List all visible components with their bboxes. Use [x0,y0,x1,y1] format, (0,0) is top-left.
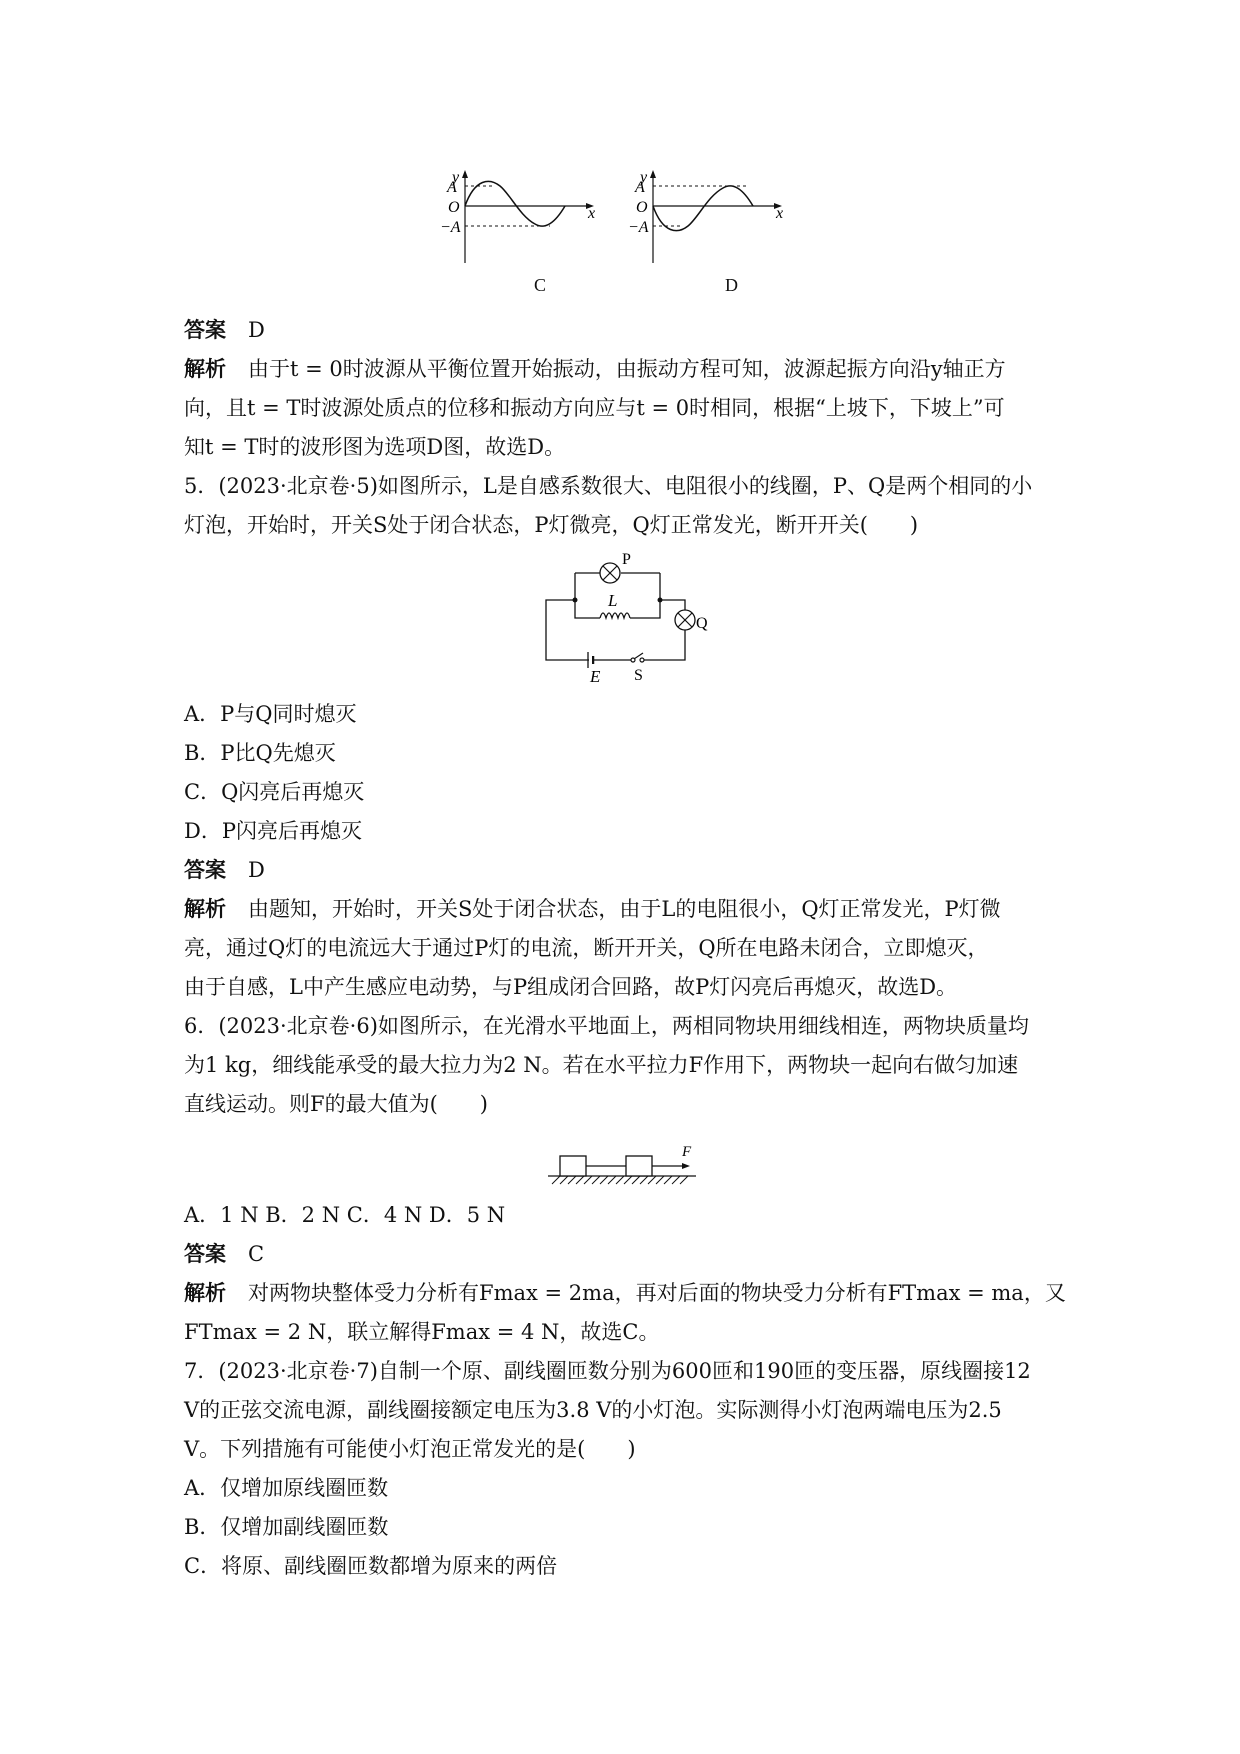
analysis-text: 由于t = 0时波源从平衡位置开始振动，由振动方程可知，波源起振方向沿y轴正方 [248,357,1006,381]
label-A: A [635,179,645,196]
q4-answer [184,315,265,345]
q7-option-c: C．将原、副线圈匝数都增为原来的两倍 [184,1554,558,1578]
circuit-figure [530,548,730,686]
q7-option-b: B．仅增加副线圈匝数 [184,1515,389,1539]
q4-analysis-line-1 [184,354,1006,384]
label-O: O [448,199,460,216]
q6-options: A．1 N B．2 N C．4 N D．5 N [184,1203,506,1227]
answer-value: D [248,858,265,882]
axis-y-label: y [640,169,648,186]
q5-analysis-line-2: 亮，通过Q灯的电流远大于通过P灯的电流，断开开关，Q所在电路未闭合，立即熄灭， [184,936,989,960]
block-right [626,1156,652,1176]
caption-d: D [725,275,738,295]
analysis-label: 解析 [184,897,226,921]
label-O: O [636,199,648,216]
q5-analysis-line-1 [184,894,1001,924]
answer-value: D [248,318,265,342]
q4-analysis-line-3: 知t = T时的波形图为选项D图，故选D。 [184,435,566,459]
label-s: S [634,667,643,684]
force-arrow-icon [682,1163,690,1169]
label-f: F [682,1144,692,1160]
axis-x-label: x [588,205,596,222]
q6-stem-line-2: 为1 kg，细线能承受的最大拉力为2 N。若在水平拉力F作用下，两物块一起向右做匀加速 [184,1053,1019,1077]
q7-stem-line-1: 7．(2023·北京卷·7)自制一个原、副线圈匝数分别为600匝和190匝的变压器，原线圈接12 [184,1359,1031,1383]
answer-label: 答案 [184,1242,226,1266]
label-A: A [447,179,457,196]
label-e: E [590,667,601,686]
axis-x-label: x [776,205,784,222]
answer-label: 答案 [184,858,226,882]
q5-stem-line-1: 5．(2023·北京卷·5)如图所示，L是自感系数很大、电阻很小的线圈，P、Q是两个相同的小 [184,474,1033,498]
label-negA: −A [440,219,461,236]
label-negA: −A [628,219,649,236]
blocks-figure [548,1140,698,1188]
wave-figure-d [628,168,798,268]
q7-stem-line-2: V的正弦交流电源，副线圈接额定电压为3.8 V的小灯泡。实际测得小灯泡两端电压为2.5 [184,1398,1002,1422]
analysis-label: 解析 [184,1281,226,1305]
label-p: P [622,551,631,568]
q5-option-a: A．P与Q同时熄灭 [184,702,357,726]
q5-analysis-line-3: 由于自感，L中产生感应电动势，与P组成闭合回路，故P灯闪亮后再熄灭，故选D。 [184,975,958,999]
q5-option-c: C．Q闪亮后再熄灭 [184,780,365,804]
q6-analysis-line-2: FTmax = 2 N，联立解得Fmax = 4 N，故选C。 [184,1320,660,1344]
q6-answer [184,1239,264,1269]
block-left [560,1156,586,1176]
q5-answer [184,855,265,885]
axis-y-label: y [452,169,460,186]
q7-stem-line-3: V。下列措施有可能使小灯泡正常发光的是( ) [184,1437,636,1461]
analysis-text: 由题知，开始时，开关S处于闭合状态，由于L的电阻很小，Q灯正常发光，P灯微 [248,897,1001,921]
caption-c: C [534,275,547,295]
label-q: Q [696,615,708,632]
q6-analysis-line-1 [184,1278,1066,1308]
q5-stem-line-2: 灯泡，开始时，开关S处于闭合状态，P灯微亮，Q灯正常发光，断开开关( ) [184,513,919,537]
answer-value: C [248,1242,265,1266]
q6-stem-line-3: 直线运动。则F的最大值为( ) [184,1092,488,1116]
analysis-text: 对两物块整体受力分析有Fmax = 2ma，再对后面的物块受力分析有FTmax = ma，又 [248,1281,1066,1305]
answer-label: 答案 [184,318,226,342]
wave-figure-c [440,168,610,268]
q7-option-a: A．仅增加原线圈匝数 [184,1476,389,1500]
q5-option-b: B．P比Q先熄灭 [184,741,336,765]
analysis-label: 解析 [184,357,226,381]
label-l: L [608,591,618,610]
inductor-icon [600,613,630,618]
q5-option-d: D．P闪亮后再熄灭 [184,819,362,843]
q4-analysis-line-2: 向，且t = T时波源处质点的位移和振动方向应与t = 0时相同，根据“上坡下，下坡上”可 [184,396,1005,420]
q6-stem-line-1: 6．(2023·北京卷·6)如图所示，在光滑水平地面上，两相同物块用细线相连，两物块质量均 [184,1014,1029,1038]
